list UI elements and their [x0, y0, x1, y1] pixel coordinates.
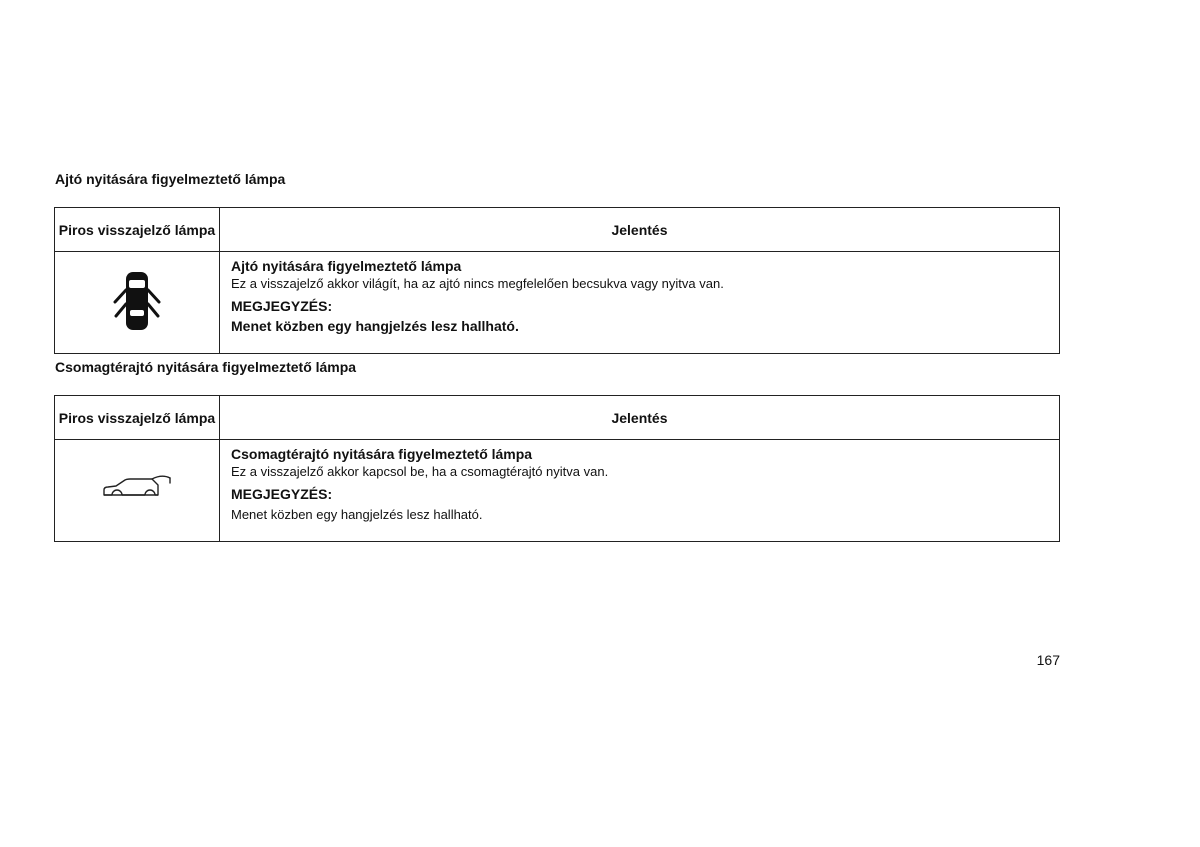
table-row	[55, 440, 1060, 542]
table-row	[55, 252, 1060, 354]
description-cell	[220, 252, 1060, 354]
row-title: Ajtó nyitására figyelmeztető lámpa	[231, 258, 462, 274]
header-indicator: Piros visszajelző lámpa	[55, 208, 220, 252]
row-text: Ez a visszajelző akkor kapcsol be, ha a csomagtérajtó nyitva van.	[231, 464, 609, 479]
liftgate-warning-table	[54, 395, 1060, 542]
table-header-row	[55, 396, 1060, 440]
liftgate-open-icon	[100, 492, 174, 509]
note-label: MEGJEGYZÉS:	[231, 486, 333, 502]
row-title: Csomagtérajtó nyitására figyelmeztető lámpa	[231, 446, 533, 462]
table-header-row	[55, 208, 1060, 252]
header-meaning: Jelentés	[220, 396, 1060, 440]
icon-cell	[55, 440, 220, 542]
note-label: MEGJEGYZÉS:	[231, 298, 333, 314]
header-meaning: Jelentés	[220, 208, 1060, 252]
section-heading-liftgate: Csomagtérajtó nyitására figyelmeztető lámpa	[55, 359, 357, 375]
door-warning-table	[54, 207, 1060, 354]
door-open-icon	[111, 321, 163, 338]
page-number: 167	[1036, 652, 1060, 668]
description-cell	[220, 440, 1060, 542]
header-indicator: Piros visszajelző lámpa	[55, 396, 220, 440]
note-text: Menet közben egy hangjelzés lesz hallható.	[231, 507, 483, 522]
row-text: Ez a visszajelző akkor világít, ha az ajtó nincs megfelelően becsukva vagy nyitva van.	[231, 276, 724, 291]
section-heading-door: Ajtó nyitására figyelmeztető lámpa	[55, 171, 286, 187]
icon-cell	[55, 252, 220, 354]
note-text: Menet közben egy hangjelzés lesz hallható.	[231, 318, 519, 334]
